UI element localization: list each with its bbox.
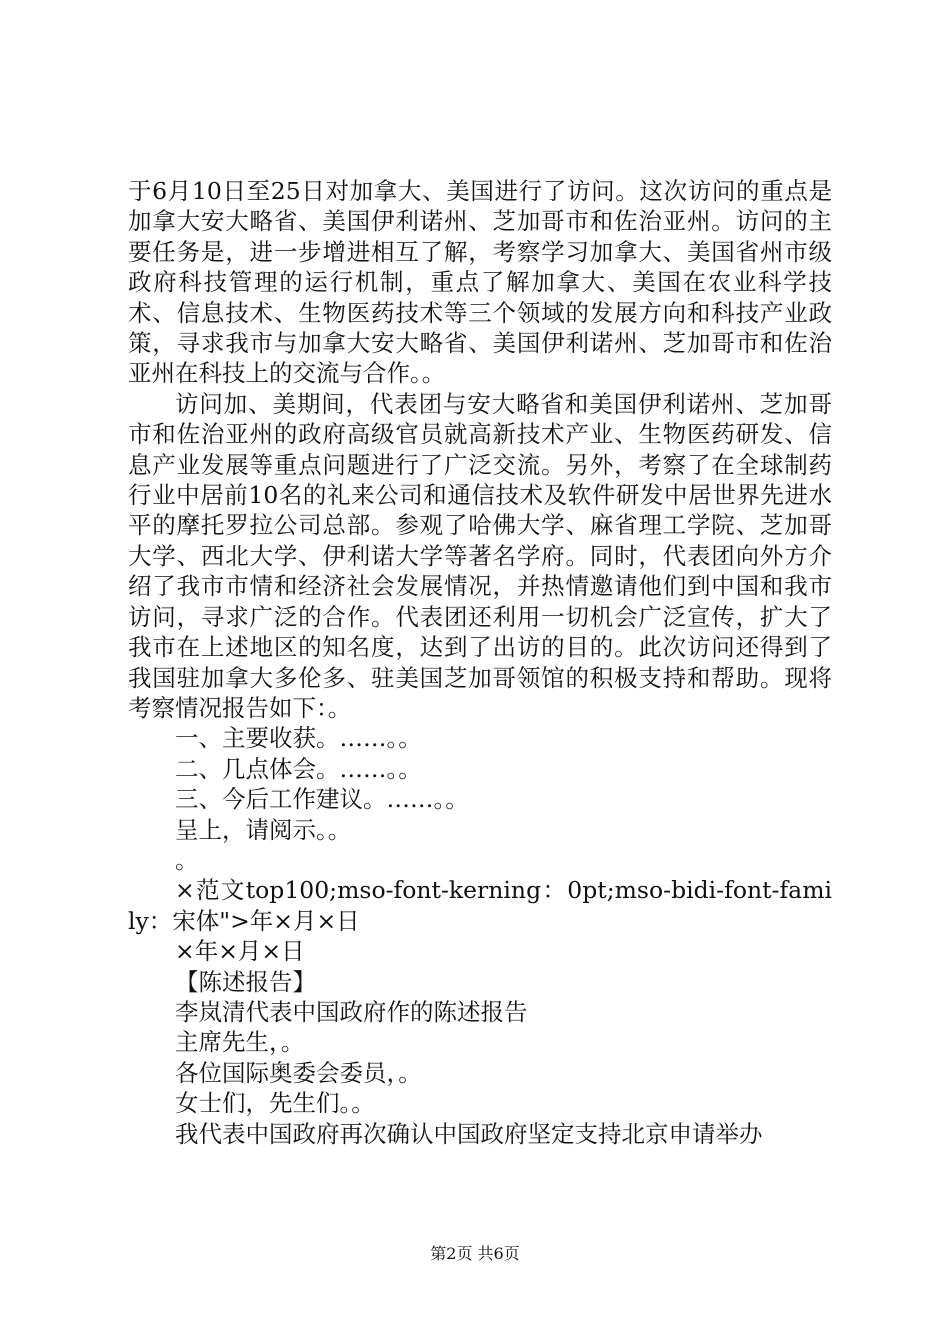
section-experiences: 二、几点体会。……。。 — [175, 754, 422, 783]
salutation-ioc-members: 各位国际奥委会委员，。 — [175, 1058, 422, 1087]
paragraph-visit-details: 访问加、美期间，代表团与安大略省和美国伊利诺州、芝加哥市和佐治亚州的政府高级官员就高新技术产业、生物医药研发、信息产业发展等重点问题进行了广泛交流。另外，考察了在全球制药行业中居前10名的礼来公司和通信技术及软件研发中居世界先进水平的摩托罗拉公司总部。参观了哈佛大学、麻省理工学院、芝加哥大学、西北大学、伊利诺大学等著名学府。同时，代表团向外方介绍了我市市情和经济社会发展情况，并热情邀请他们到中国和我市访问，寻求广泛的合作。代表团还利用一切机会广泛宣传，扩大了我市在上述地区的知名度，达到了出访的目的。此次访问还得到了我国驻加拿大多伦多、驻美国芝加哥领馆的积极支持和帮助。现将考察情况报告如下：。 — [128, 389, 832, 722]
punctuation-line: 。 — [175, 845, 199, 874]
paragraph-intro: 于6月10日至25日对加拿大、美国进行了访问。这次访问的重点是加拿大安大略省、美国伊利诺州、芝加哥市和佐治亚州。访问的主要任务是，进一步增进相互了解，考察学习加拿大、美国省州市级政府科技管理的运行机制，重点了解加拿大、美国在农业科学技术、信息技术、生物医药技术等三个领域的发展方向和科技产业政策，寻求我市与加拿大安大略省、美国伊利诺州、芝加哥市和佐治亚州在科技上的交流与合作。。 — [128, 177, 832, 388]
closing-line: 呈上，请阅示。。 — [175, 815, 352, 844]
salutation-ladies-gentlemen: 女士们，先生们。。 — [175, 1089, 375, 1118]
page-number-label: 第2页 共6页 — [430, 1244, 520, 1263]
section-heading: 【陈述报告】 — [175, 967, 316, 996]
section-suggestions: 三、今后工作建议。……。。 — [175, 785, 469, 814]
date-line-garbled: ×范文top100;mso-font-kerning：0pt;mso-bidi-font-family：宋体">年×月×日 — [128, 876, 832, 935]
report-title: 李岚清代表中国政府作的陈述报告 — [175, 997, 528, 1026]
speech-opening: 我代表中国政府再次确认中国政府坚定支持北京申请举办 — [175, 1119, 763, 1148]
section-main-gains: 一、主要收获。……。。 — [175, 724, 422, 753]
page-footer — [0, 1244, 950, 1264]
date-line: ×年×月×日 — [175, 937, 305, 966]
document-body — [128, 176, 832, 1149]
salutation-chairman: 主席先生，。 — [175, 1028, 305, 1057]
